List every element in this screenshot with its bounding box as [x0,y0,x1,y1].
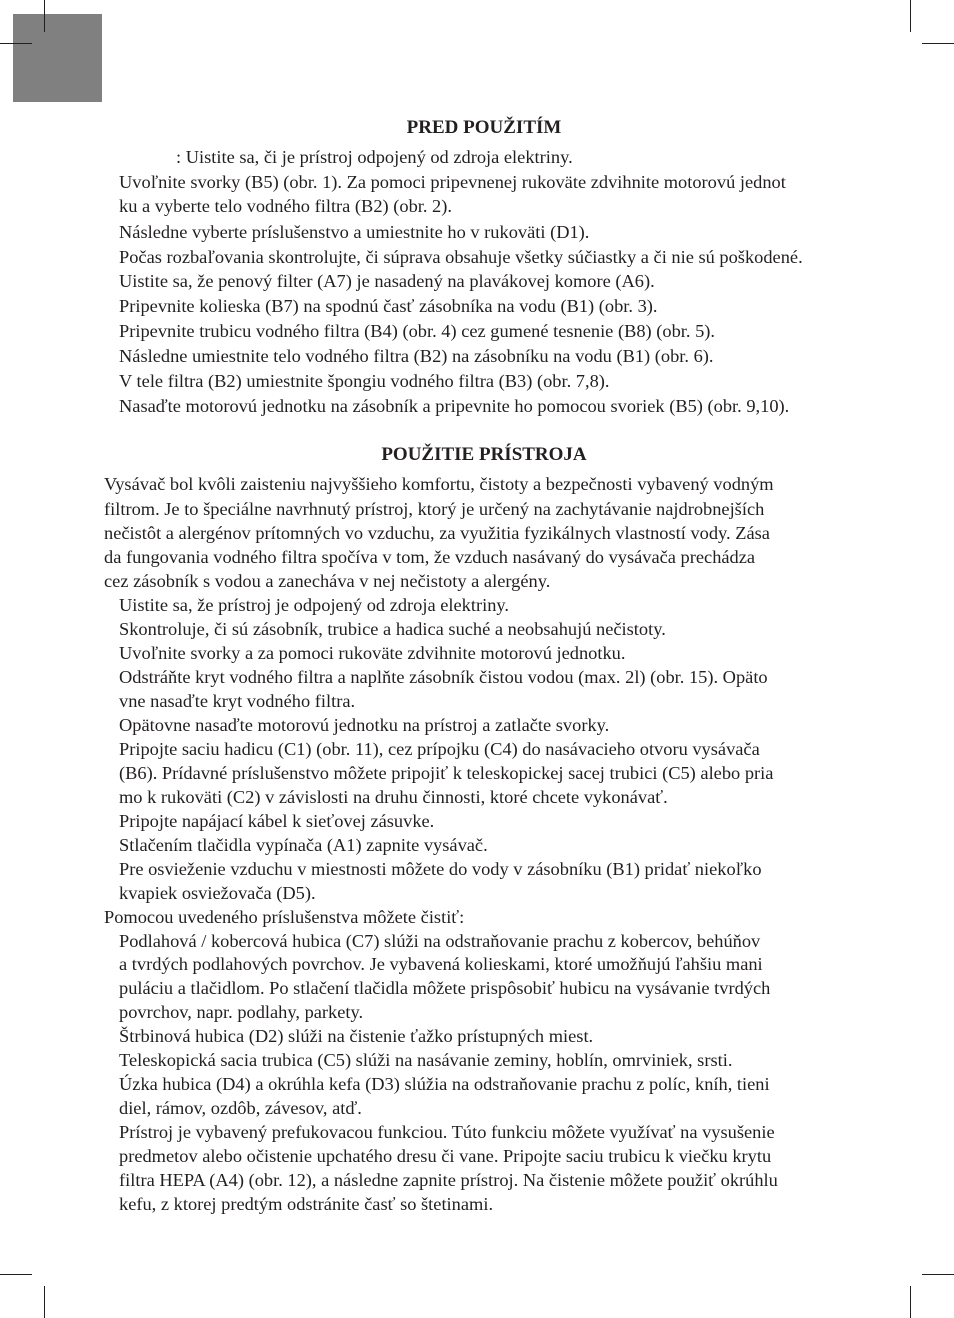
text-line: Pripojte napájací kábel k sieťovej zásuvke. [119,811,435,831]
text-line: Uistite sa, že penový filter (A7) je nasadený na plavákovej komore (A6). [119,271,655,291]
text-line: nečistôt a alergénov prítomných vo vzduchu, za využitia fyzikálnych vlastností vody. Zása [104,523,770,543]
text-line: Úzka hubica (D4) a okrúhla kefa (D3) slúžia na odstraňovanie prachu z políc, kníh, tieni [119,1074,770,1094]
text-line: Následne vyberte príslušenstvo a umiestnite ho v rukoväti (D1). [119,222,590,242]
text-line: Teleskopická sacia trubica (C5) slúži na nasávanie zeminy, hoblín, omrviniek, srsti. [119,1050,733,1070]
crop-mark [44,0,45,32]
text-line: kvapiek osviežovača (D5). [119,883,316,903]
text-line: Uvoľnite svorky (B5) (obr. 1). Za pomoci pripevnenej rukoväte zdvihnite motorovú jednot [119,172,786,192]
text-line: Pre osvieženie vzduchu v miestnosti môžete do vody v zásobníku (B1) pridať niekoľko [119,859,762,879]
text-line: mo k rukoväti (C2) v závislosti na druhu činnosti, ktoré chcete vykonávať. [119,787,668,807]
text-line: a tvrdých podlahových povrchov. Je vybavená kolieskami, ktoré umožňujú ľahšiu mani [119,954,763,974]
text-line: Následne umiestnite telo vodného filtra (B2) na zásobníku na vodu (B1) (obr. 6). [119,346,714,366]
text-line: Pripevnite kolieska (B7) na spodnú časť zásobníka na vodu (B1) (obr. 3). [119,296,658,316]
page-corner-block [13,14,102,102]
text-line: ku a vyberte telo vodného filtra (B2) (obr. 2). [119,196,452,216]
section-heading-before-use: PRED POUŽITÍM [406,117,562,138]
text-line: Vysávač bol kvôli zaisteniu najvyššieho komfortu, čistoty a bezpečnosti vybavený vodným [104,474,774,494]
text-line: Nasaďte motorovú jednotku na zásobník a pripevnite ho pomocou svoriek (B5) (obr. 9,10). [119,396,790,416]
text-line: kefu, z ktorej predtým odstránite časť so štetinami. [119,1194,494,1214]
text-line: Stlačením tlačidla vypínača (A1) zapnite vysávač. [119,835,488,855]
text-line: V tele filtra (B2) umiestnite špongiu vodného filtra (B3) (obr. 7,8). [119,371,610,391]
text-line: Štrbinová hubica (D2) slúži na čistenie ťažko prístupných miest. [119,1026,594,1046]
crop-mark [922,43,954,44]
text-line: predmetov alebo očistenie upchatého dresu či vane. Pripojte saciu trubicu k viečku krytu [119,1146,772,1166]
text-line: filtra HEPA (A4) (obr. 12), a následne zapnite prístroj. Na čistenie môžete použiť okrúhlu [119,1170,778,1190]
text-line: Pomocou uvedeného príslušenstva môžete čistiť: [104,907,465,927]
text-line: vne nasaďte kryt vodného filtra. [119,691,356,711]
text-line: diel, rámov, ozdôb, závesov, atď. [119,1098,362,1118]
crop-mark [44,1286,45,1318]
text-line: povrchov, napr. podlahy, parkety. [119,1002,364,1022]
crop-mark [910,0,911,32]
text-line: : Uistite sa, či je prístroj odpojený od zdroja elektriny. [176,147,573,167]
text-line: Skontroluje, či sú zásobník, trubice a hadica suché a neobsahujú nečistoty. [119,619,666,639]
text-line: (B6). Prídavné príslušenstvo môžete pripojiť k teleskopickej sacej trubici (C5) alebo pria [119,763,774,783]
section-heading-device-use: POUŽITIE PRÍSTROJA [381,444,587,465]
text-line: cez zásobník s vodou a zanecháva v nej nečistoty a alergény. [104,571,551,591]
text-line: filtrom. Je to špeciálne navrhnutý prístroj, ktorý je určený na zachytávanie najdrobnejších [104,499,765,519]
text-line: Odstráňte kryt vodného filtra a naplňte zásobník čistou vodou (max. 2l) (obr. 15). Opäto [119,667,768,687]
text-line: Opätovne nasaďte motorovú jednotku na prístroj a zatlačte svorky. [119,715,610,735]
crop-mark [0,43,32,44]
text-line: Pripevnite trubicu vodného filtra (B4) (obr. 4) cez gumené tesnenie (B8) (obr. 5). [119,321,715,341]
text-line: Uistite sa, že prístroj je odpojený od zdroja elektriny. [119,595,510,615]
text-line: Pripojte saciu hadicu (C1) (obr. 11), cez prípojku (C4) do nasávacieho otvoru vysávača [119,739,760,759]
crop-mark [910,1286,911,1318]
crop-mark [0,1274,32,1275]
text-line: Uvoľnite svorky a za pomoci rukoväte zdvihnite motorovú jednotku. [119,643,626,663]
text-line: puláciu a tlačidlom. Po stlačení tlačidla môžete prispôsobiť hubicu na vysávanie tvrdých [119,978,771,998]
text-line: Počas rozbaľovania skontrolujte, či súprava obsahuje všetky súčiastky a či nie sú poškodené. [119,247,803,267]
crop-mark [922,1274,954,1275]
text-line: Podlahová / kobercová hubica (C7) slúži na odstraňovanie prachu z kobercov, behúňov [119,931,761,951]
text-line: da fungovania vodného filtra spočíva v tom, že vzduch nasávaný do vysávača prechádza [104,547,756,567]
text-line: Prístroj je vybavený prefukovacou funkciou. Túto funkciu môžete využívať na vysušenie [119,1122,775,1142]
